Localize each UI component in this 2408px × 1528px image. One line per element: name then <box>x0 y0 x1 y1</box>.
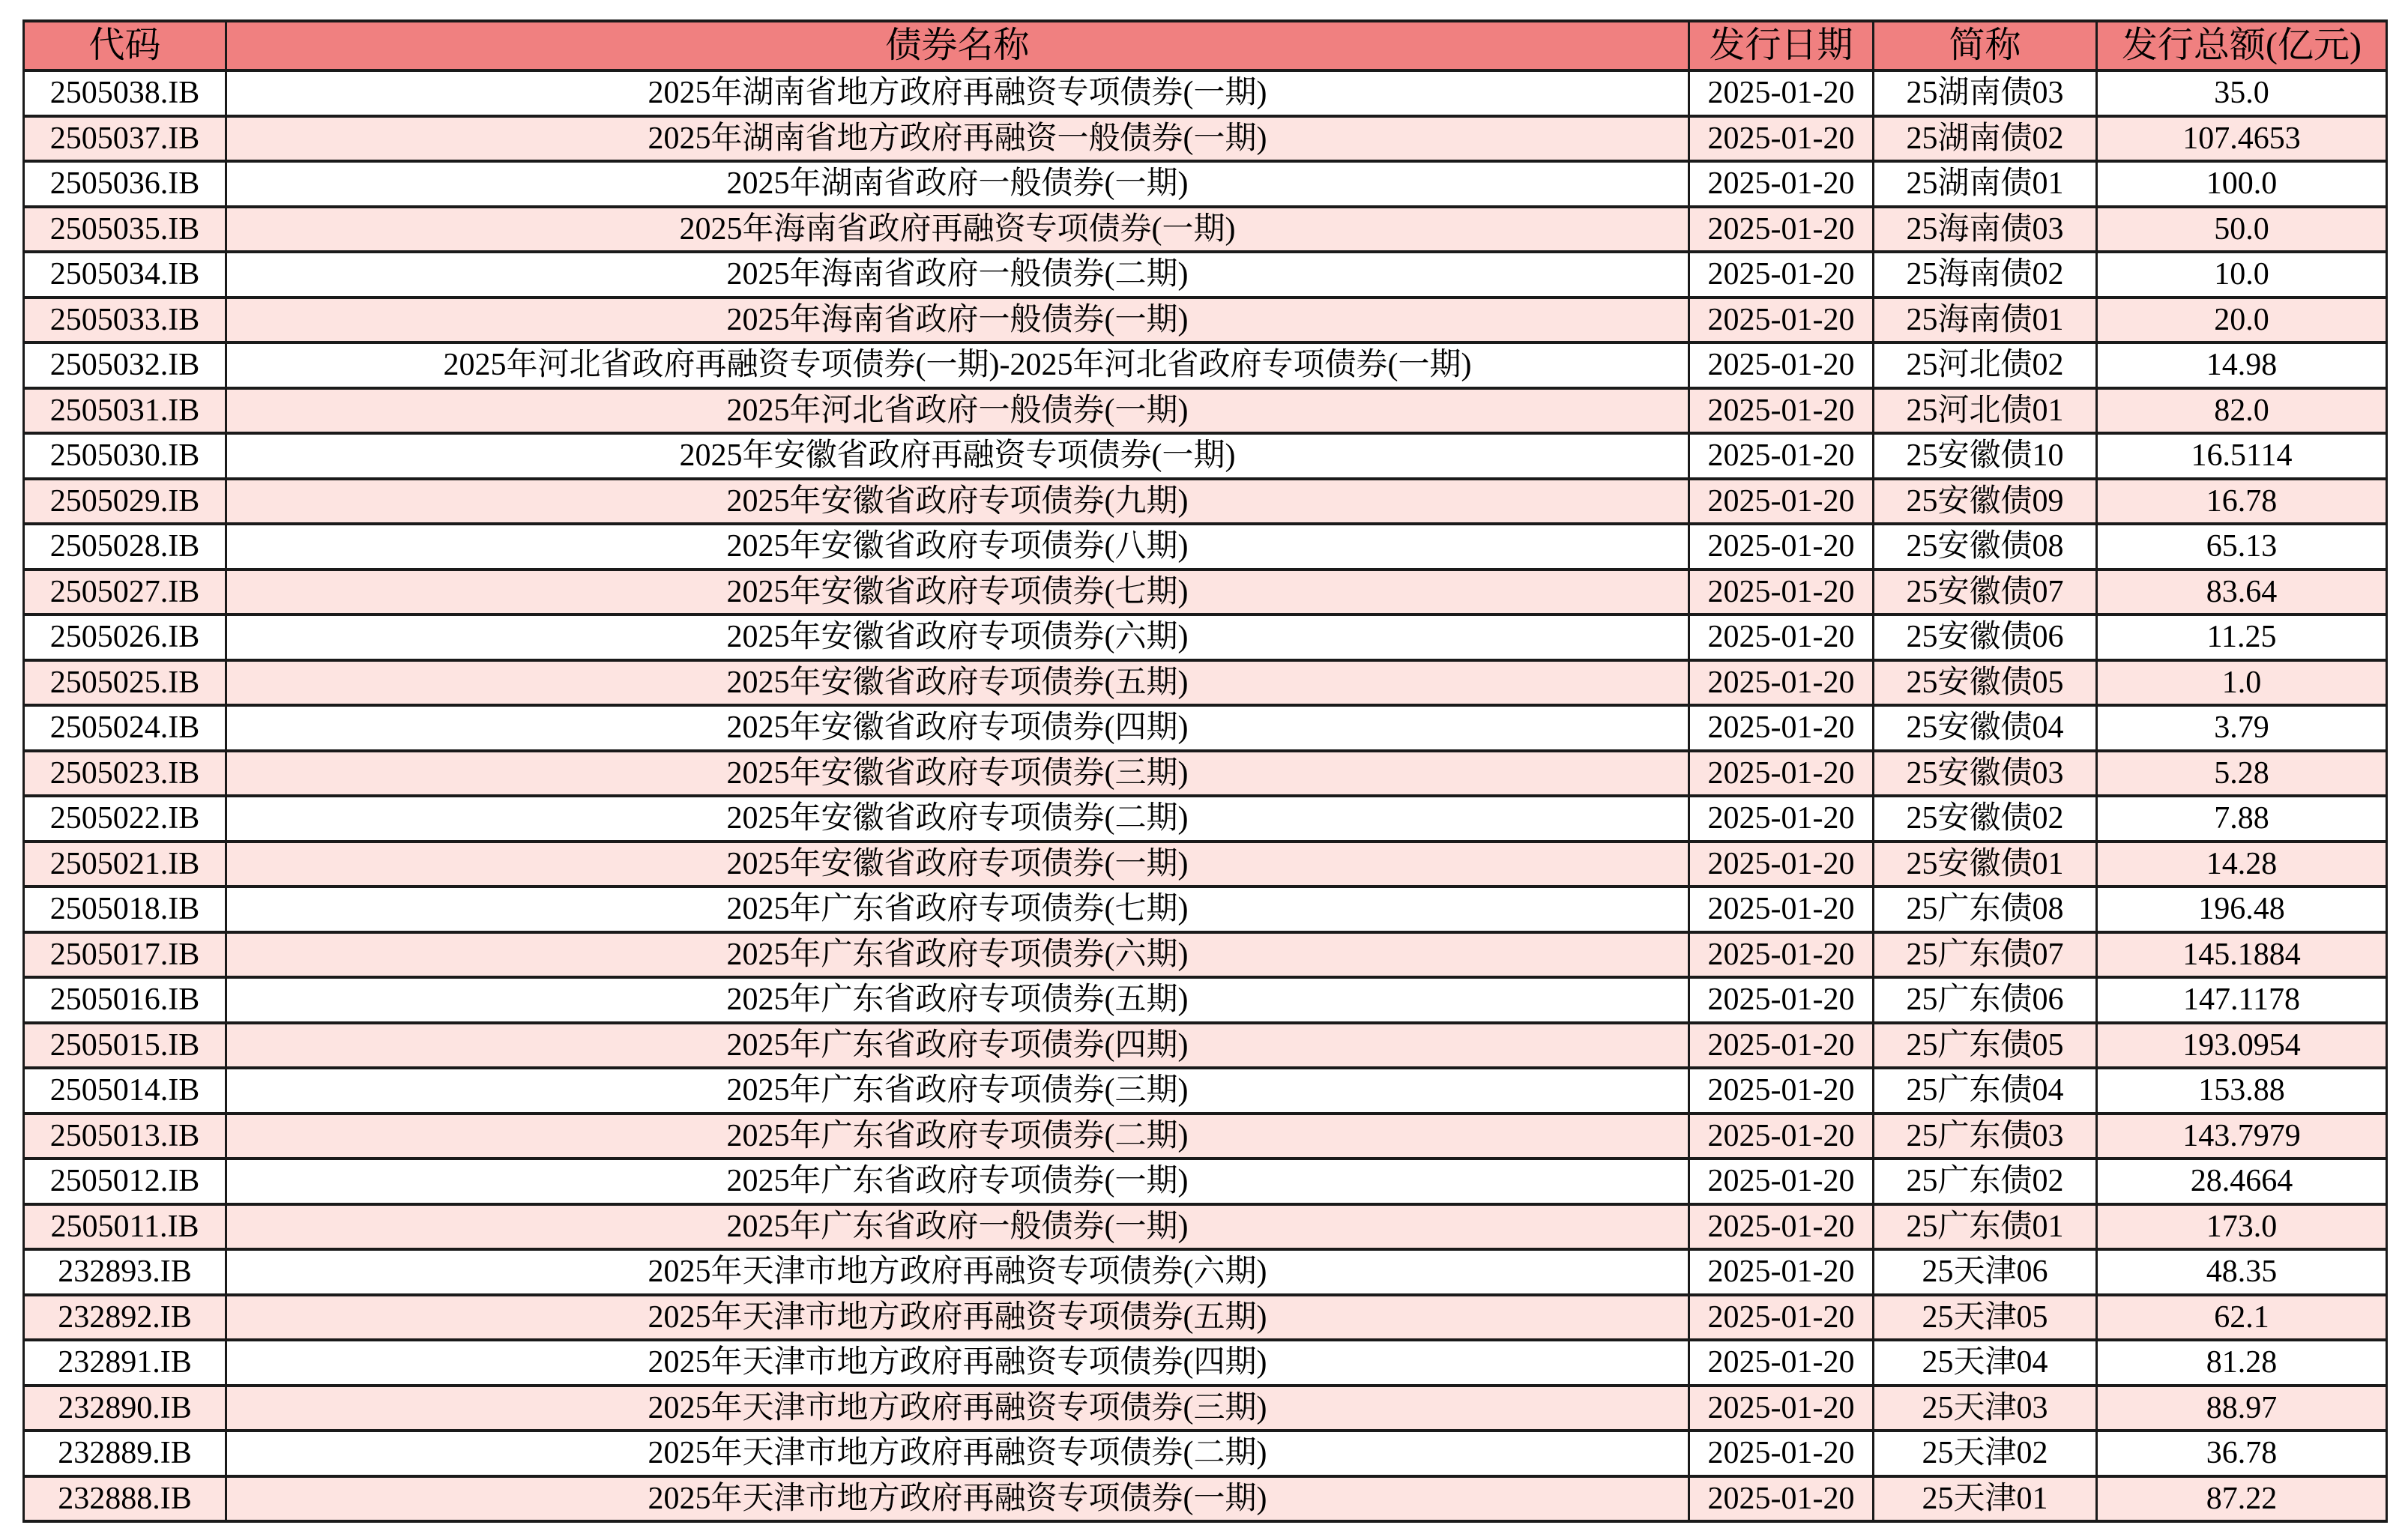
cell-code: 232893.IB <box>24 1249 226 1295</box>
cell-short-name: 25湖南债01 <box>1874 161 2097 207</box>
table-row <box>24 116 2387 162</box>
table-row <box>24 1295 2387 1341</box>
table-row <box>24 1068 2387 1114</box>
cell-short-name: 25天津06 <box>1874 1249 2097 1295</box>
cell-bond-name: 2025年安徽省政府专项债券(三期) <box>226 751 1689 797</box>
table-row <box>24 1249 2387 1295</box>
table-row <box>24 1386 2387 1431</box>
cell-issue-date: 2025-01-20 <box>1689 298 1874 343</box>
cell-short-name: 25安徽债01 <box>1874 842 2097 887</box>
cell-bond-name: 2025年安徽省政府专项债券(九期) <box>226 479 1689 525</box>
cell-amount: 62.1 <box>2097 1295 2387 1341</box>
table-row <box>24 977 2387 1023</box>
table-row <box>24 660 2387 706</box>
cell-issue-date: 2025-01-20 <box>1689 1340 1874 1386</box>
cell-amount: 20.0 <box>2097 298 2387 343</box>
table-row <box>24 1114 2387 1159</box>
cell-code: 2505024.IB <box>24 705 226 751</box>
cell-issue-date: 2025-01-20 <box>1689 388 1874 434</box>
cell-short-name: 25广东债08 <box>1874 887 2097 932</box>
column-header-issue-date: 发行日期 <box>1689 21 1874 70</box>
cell-short-name: 25安徽债07 <box>1874 570 2097 615</box>
cell-bond-name: 2025年安徽省政府再融资专项债券(一期) <box>226 433 1689 479</box>
cell-bond-name: 2025年湖南省政府一般债券(一期) <box>226 161 1689 207</box>
cell-code: 232889.IB <box>24 1431 226 1476</box>
table-row <box>24 433 2387 479</box>
cell-bond-name: 2025年天津市地方政府再融资专项债券(四期) <box>226 1340 1689 1386</box>
bond-issuance-table-container <box>22 19 2388 1523</box>
cell-issue-date: 2025-01-20 <box>1689 252 1874 298</box>
cell-short-name: 25广东债06 <box>1874 977 2097 1023</box>
cell-amount: 50.0 <box>2097 207 2387 253</box>
cell-amount: 11.25 <box>2097 614 2387 660</box>
cell-bond-name: 2025年湖南省地方政府再融资专项债券(一期) <box>226 70 1689 116</box>
cell-short-name: 25安徽债10 <box>1874 433 2097 479</box>
cell-issue-date: 2025-01-20 <box>1689 1386 1874 1431</box>
table-row <box>24 1159 2387 1204</box>
cell-bond-name: 2025年安徽省政府专项债券(六期) <box>226 614 1689 660</box>
cell-amount: 143.7979 <box>2097 1114 2387 1159</box>
cell-short-name: 25广东债05 <box>1874 1023 2097 1069</box>
cell-amount: 153.88 <box>2097 1068 2387 1114</box>
cell-issue-date: 2025-01-20 <box>1689 1249 1874 1295</box>
cell-amount: 14.98 <box>2097 342 2387 388</box>
cell-issue-date: 2025-01-20 <box>1689 161 1874 207</box>
cell-amount: 48.35 <box>2097 1249 2387 1295</box>
cell-code: 2505032.IB <box>24 342 226 388</box>
cell-code: 2505025.IB <box>24 660 226 706</box>
cell-amount: 7.88 <box>2097 796 2387 842</box>
table-row <box>24 932 2387 978</box>
cell-amount: 87.22 <box>2097 1476 2387 1522</box>
cell-issue-date: 2025-01-20 <box>1689 1295 1874 1341</box>
cell-code: 2505012.IB <box>24 1159 226 1204</box>
cell-amount: 147.1178 <box>2097 977 2387 1023</box>
table-row <box>24 1204 2387 1250</box>
cell-code: 232888.IB <box>24 1476 226 1522</box>
cell-bond-name: 2025年安徽省政府专项债券(七期) <box>226 570 1689 615</box>
cell-issue-date: 2025-01-20 <box>1689 524 1874 570</box>
cell-code: 2505026.IB <box>24 614 226 660</box>
cell-short-name: 25湖南债02 <box>1874 116 2097 162</box>
cell-code: 2505021.IB <box>24 842 226 887</box>
cell-short-name: 25安徽债03 <box>1874 751 2097 797</box>
cell-bond-name: 2025年广东省政府一般债券(一期) <box>226 1204 1689 1250</box>
cell-issue-date: 2025-01-20 <box>1689 1068 1874 1114</box>
cell-amount: 14.28 <box>2097 842 2387 887</box>
cell-amount: 16.5114 <box>2097 433 2387 479</box>
cell-code: 2505014.IB <box>24 1068 226 1114</box>
cell-issue-date: 2025-01-20 <box>1689 1431 1874 1476</box>
cell-amount: 36.78 <box>2097 1431 2387 1476</box>
cell-short-name: 25海南债02 <box>1874 252 2097 298</box>
cell-amount: 107.4653 <box>2097 116 2387 162</box>
cell-issue-date: 2025-01-20 <box>1689 479 1874 525</box>
cell-short-name: 25广东债02 <box>1874 1159 2097 1204</box>
table-row <box>24 342 2387 388</box>
cell-code: 2505011.IB <box>24 1204 226 1250</box>
cell-issue-date: 2025-01-20 <box>1689 1476 1874 1522</box>
cell-bond-name: 2025年广东省政府专项债券(四期) <box>226 1023 1689 1069</box>
table-row <box>24 1340 2387 1386</box>
table-row <box>24 705 2387 751</box>
cell-short-name: 25天津03 <box>1874 1386 2097 1431</box>
table-row <box>24 751 2387 797</box>
cell-issue-date: 2025-01-20 <box>1689 796 1874 842</box>
table-row <box>24 161 2387 207</box>
cell-issue-date: 2025-01-20 <box>1689 116 1874 162</box>
column-header-short-name: 简称 <box>1874 21 2097 70</box>
cell-issue-date: 2025-01-20 <box>1689 1159 1874 1204</box>
cell-amount: 193.0954 <box>2097 1023 2387 1069</box>
column-header-bond-name: 债券名称 <box>226 21 1689 70</box>
cell-issue-date: 2025-01-20 <box>1689 207 1874 253</box>
cell-code: 2505036.IB <box>24 161 226 207</box>
table-row <box>24 1431 2387 1476</box>
cell-code: 2505034.IB <box>24 252 226 298</box>
cell-code: 2505035.IB <box>24 207 226 253</box>
cell-amount: 81.28 <box>2097 1340 2387 1386</box>
cell-amount: 10.0 <box>2097 252 2387 298</box>
table-row <box>24 252 2387 298</box>
cell-code: 2505030.IB <box>24 433 226 479</box>
cell-bond-name: 2025年广东省政府专项债券(七期) <box>226 887 1689 932</box>
cell-bond-name: 2025年河北省政府一般债券(一期) <box>226 388 1689 434</box>
table-row <box>24 388 2387 434</box>
cell-short-name: 25天津05 <box>1874 1295 2097 1341</box>
header-row <box>24 21 2387 70</box>
cell-bond-name: 2025年广东省政府专项债券(三期) <box>226 1068 1689 1114</box>
cell-short-name: 25湖南债03 <box>1874 70 2097 116</box>
table-row <box>24 796 2387 842</box>
cell-issue-date: 2025-01-20 <box>1689 751 1874 797</box>
table-row <box>24 887 2387 932</box>
cell-issue-date: 2025-01-20 <box>1689 1204 1874 1250</box>
cell-issue-date: 2025-01-20 <box>1689 342 1874 388</box>
cell-bond-name: 2025年海南省政府再融资专项债券(一期) <box>226 207 1689 253</box>
cell-code: 2505015.IB <box>24 1023 226 1069</box>
table-row <box>24 524 2387 570</box>
cell-code: 2505017.IB <box>24 932 226 978</box>
cell-amount: 5.28 <box>2097 751 2387 797</box>
cell-short-name: 25广东债03 <box>1874 1114 2097 1159</box>
table-row <box>24 1023 2387 1069</box>
cell-short-name: 25天津04 <box>1874 1340 2097 1386</box>
cell-bond-name: 2025年湖南省地方政府再融资一般债券(一期) <box>226 116 1689 162</box>
cell-short-name: 25广东债01 <box>1874 1204 2097 1250</box>
cell-amount: 88.97 <box>2097 1386 2387 1431</box>
cell-short-name: 25安徽债04 <box>1874 705 2097 751</box>
cell-code: 2505027.IB <box>24 570 226 615</box>
cell-short-name: 25安徽债08 <box>1874 524 2097 570</box>
cell-bond-name: 2025年天津市地方政府再融资专项债券(五期) <box>226 1295 1689 1341</box>
cell-short-name: 25海南债03 <box>1874 207 2097 253</box>
cell-bond-name: 2025年广东省政府专项债券(五期) <box>226 977 1689 1023</box>
cell-bond-name: 2025年天津市地方政府再融资专项债券(三期) <box>226 1386 1689 1431</box>
table-row <box>24 570 2387 615</box>
cell-short-name: 25河北债02 <box>1874 342 2097 388</box>
cell-issue-date: 2025-01-20 <box>1689 842 1874 887</box>
cell-code: 2505038.IB <box>24 70 226 116</box>
cell-bond-name: 2025年广东省政府专项债券(一期) <box>226 1159 1689 1204</box>
cell-short-name: 25广东债04 <box>1874 1068 2097 1114</box>
cell-short-name: 25海南债01 <box>1874 298 2097 343</box>
cell-issue-date: 2025-01-20 <box>1689 614 1874 660</box>
cell-code: 2505031.IB <box>24 388 226 434</box>
cell-amount: 28.4664 <box>2097 1159 2387 1204</box>
cell-code: 2505023.IB <box>24 751 226 797</box>
bond-issuance-table <box>22 19 2388 1523</box>
cell-bond-name: 2025年广东省政府专项债券(二期) <box>226 1114 1689 1159</box>
table-row <box>24 207 2387 253</box>
column-header-code: 代码 <box>24 21 226 70</box>
cell-issue-date: 2025-01-20 <box>1689 705 1874 751</box>
cell-amount: 196.48 <box>2097 887 2387 932</box>
table-row <box>24 842 2387 887</box>
cell-amount: 173.0 <box>2097 1204 2387 1250</box>
cell-bond-name: 2025年安徽省政府专项债券(四期) <box>226 705 1689 751</box>
cell-code: 2505028.IB <box>24 524 226 570</box>
cell-short-name: 25安徽债02 <box>1874 796 2097 842</box>
cell-amount: 35.0 <box>2097 70 2387 116</box>
cell-code: 2505018.IB <box>24 887 226 932</box>
cell-issue-date: 2025-01-20 <box>1689 433 1874 479</box>
cell-amount: 82.0 <box>2097 388 2387 434</box>
cell-amount: 65.13 <box>2097 524 2387 570</box>
column-header-amount: 发行总额(亿元) <box>2097 21 2387 70</box>
cell-short-name: 25天津01 <box>1874 1476 2097 1522</box>
table-row <box>24 614 2387 660</box>
cell-code: 2505016.IB <box>24 977 226 1023</box>
cell-bond-name: 2025年天津市地方政府再融资专项债券(二期) <box>226 1431 1689 1476</box>
cell-amount: 145.1884 <box>2097 932 2387 978</box>
cell-amount: 100.0 <box>2097 161 2387 207</box>
cell-code: 2505037.IB <box>24 116 226 162</box>
cell-issue-date: 2025-01-20 <box>1689 977 1874 1023</box>
cell-bond-name: 2025年安徽省政府专项债券(五期) <box>226 660 1689 706</box>
cell-bond-name: 2025年天津市地方政府再融资专项债券(六期) <box>226 1249 1689 1295</box>
cell-issue-date: 2025-01-20 <box>1689 70 1874 116</box>
cell-code: 2505033.IB <box>24 298 226 343</box>
cell-short-name: 25安徽债09 <box>1874 479 2097 525</box>
cell-code: 2505013.IB <box>24 1114 226 1159</box>
cell-issue-date: 2025-01-20 <box>1689 932 1874 978</box>
table-row <box>24 1476 2387 1522</box>
cell-short-name: 25广东债07 <box>1874 932 2097 978</box>
cell-code: 232890.IB <box>24 1386 226 1431</box>
cell-bond-name: 2025年天津市地方政府再融资专项债券(一期) <box>226 1476 1689 1522</box>
cell-code: 2505029.IB <box>24 479 226 525</box>
cell-issue-date: 2025-01-20 <box>1689 570 1874 615</box>
cell-amount: 16.78 <box>2097 479 2387 525</box>
cell-amount: 3.79 <box>2097 705 2387 751</box>
cell-bond-name: 2025年安徽省政府专项债券(一期) <box>226 842 1689 887</box>
cell-short-name: 25安徽债05 <box>1874 660 2097 706</box>
cell-issue-date: 2025-01-20 <box>1689 660 1874 706</box>
cell-bond-name: 2025年安徽省政府专项债券(八期) <box>226 524 1689 570</box>
cell-issue-date: 2025-01-20 <box>1689 1114 1874 1159</box>
cell-amount: 83.64 <box>2097 570 2387 615</box>
table-row <box>24 298 2387 343</box>
cell-short-name: 25河北债01 <box>1874 388 2097 434</box>
table-row <box>24 479 2387 525</box>
cell-code: 2505022.IB <box>24 796 226 842</box>
cell-bond-name: 2025年广东省政府专项债券(六期) <box>226 932 1689 978</box>
cell-issue-date: 2025-01-20 <box>1689 1023 1874 1069</box>
cell-code: 232891.IB <box>24 1340 226 1386</box>
cell-issue-date: 2025-01-20 <box>1689 887 1874 932</box>
cell-bond-name: 2025年河北省政府再融资专项债券(一期)-2025年河北省政府专项债券(一期) <box>226 342 1689 388</box>
table-body <box>24 70 2387 1521</box>
cell-bond-name: 2025年海南省政府一般债券(二期) <box>226 252 1689 298</box>
cell-bond-name: 2025年安徽省政府专项债券(二期) <box>226 796 1689 842</box>
cell-short-name: 25安徽债06 <box>1874 614 2097 660</box>
cell-amount: 1.0 <box>2097 660 2387 706</box>
cell-code: 232892.IB <box>24 1295 226 1341</box>
cell-bond-name: 2025年海南省政府一般债券(一期) <box>226 298 1689 343</box>
cell-short-name: 25天津02 <box>1874 1431 2097 1476</box>
table-row <box>24 70 2387 116</box>
